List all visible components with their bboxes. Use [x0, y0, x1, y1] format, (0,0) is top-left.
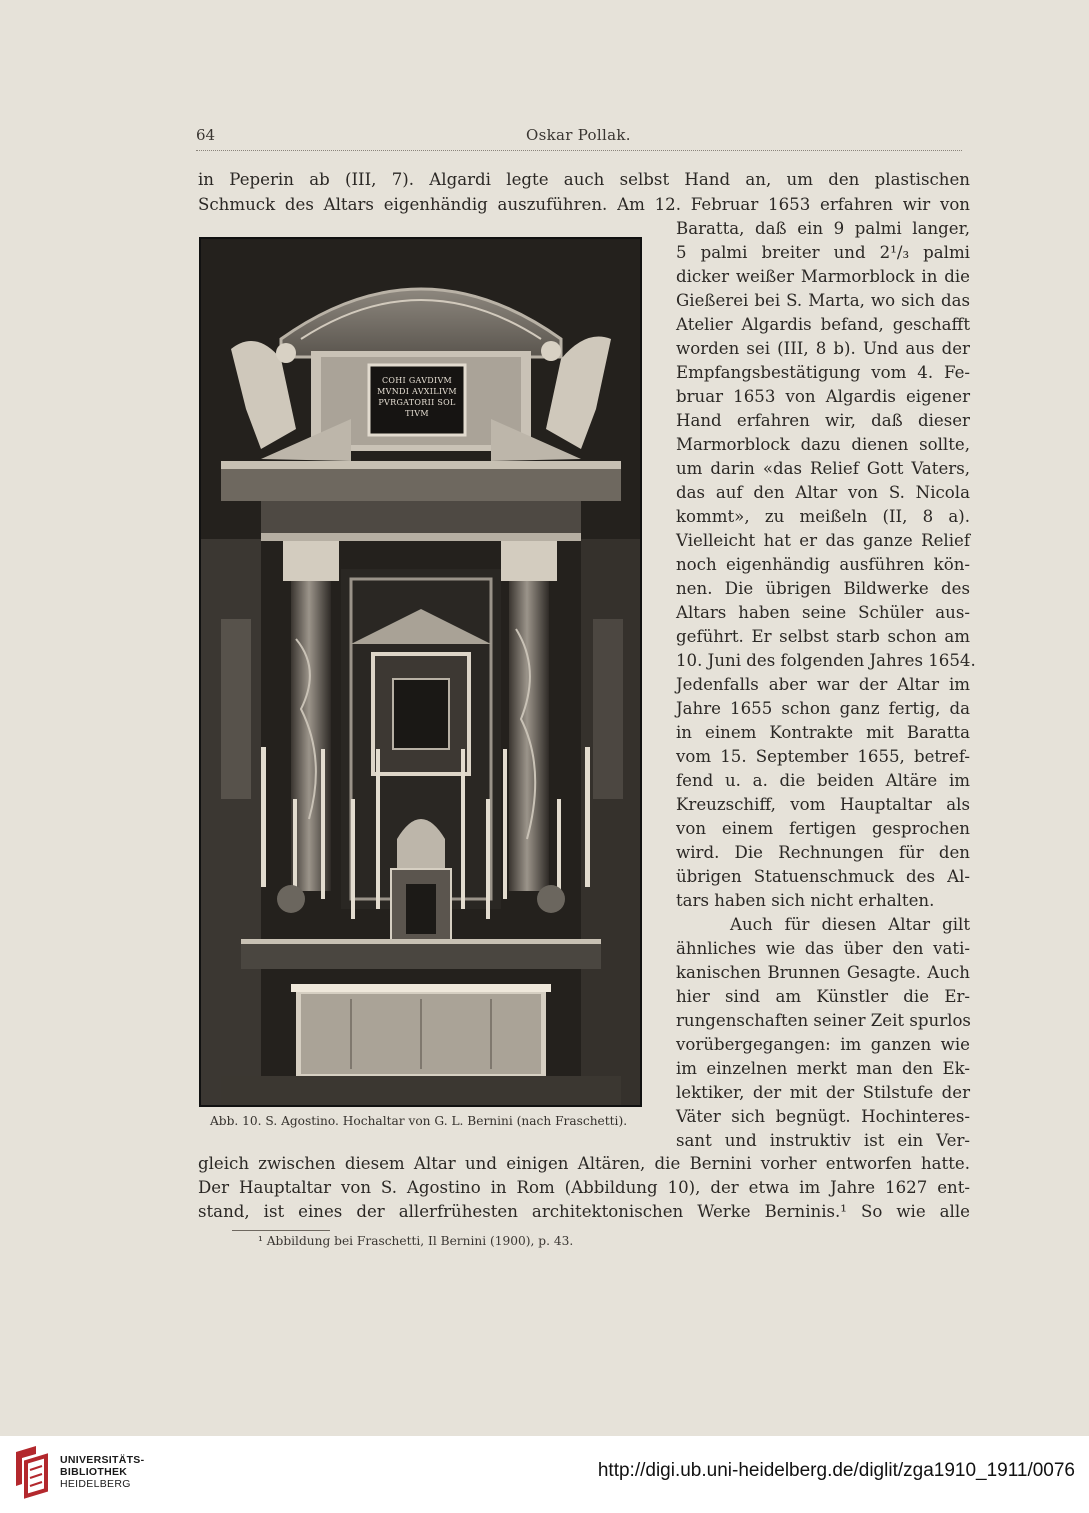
logo-line: BIBLIOTHEK [60, 1466, 128, 1478]
column-line: Gießerei bei S. Marta, wo sich das [676, 291, 970, 310]
column-line: Jahre 1655 schon ganz fertig, da [676, 699, 970, 718]
header-rule [196, 150, 962, 155]
column-line: Auch für diesen Altar gilt [730, 915, 970, 934]
logo-line: HEIDELBERG [60, 1478, 131, 1490]
inscription-line: PVRGATORII SOL [378, 398, 456, 407]
column-line: tars haben sich nicht erhalten. [676, 891, 935, 910]
column-line: Väter sich begnügt. Hochinteres- [676, 1107, 970, 1126]
library-logo-text [60, 1454, 144, 1490]
column-line: vorübergegangen: im ganzen wie [676, 1035, 970, 1054]
page-number: 64 [196, 126, 216, 144]
column-line: geführt. Er selbst starb schon am [676, 627, 970, 646]
logo-line: UNIVERSITÄTS- [60, 1454, 145, 1466]
column-line: rungenschaften seiner Zeit spurlos [676, 1011, 971, 1030]
column-line: um darin «das Relief Gott Vaters, [676, 459, 970, 478]
column-line: worden sei (III, 8 b). Und aus der [676, 339, 970, 358]
column-line: kommt», zu meißeln (II, 8 a). [676, 507, 970, 526]
body-line: Der Hauptaltar von S. Agostino in Rom (Abbildung 10), der etwa im Jahre 1627 ent- [198, 1178, 970, 1197]
column-line: Vielleicht hat er das ganze Relief [676, 531, 970, 550]
column-line: 5 palmi breiter und 2¹/₃ palmi [676, 243, 970, 262]
figure-caption: Abb. 10. S. Agostino. Hochaltar von G. L. Bernini (nach Fraschetti). [210, 1114, 628, 1128]
column-line: sant und instruktiv ist ein Ver- [676, 1131, 970, 1150]
body-line: gleich zwischen diesem Altar und einigen Altären, die Bernini vorher entworfen hatte. [198, 1154, 970, 1173]
column-line: im einzelnen merkt man den Ek- [676, 1059, 970, 1078]
column-line: das auf den Altar von S. Nicola [676, 483, 970, 502]
column-line: fend u. a. die beiden Altäre im [676, 771, 970, 790]
column-line: wird. Die Rechnungen für den [676, 843, 970, 862]
altar-photograph [199, 237, 642, 1107]
body-line: in Peperin ab (III, 7). Algardi legte auch selbst Hand an, um den plastischen [198, 170, 970, 189]
column-line: Hand erfahren wir, daß dieser [676, 411, 970, 430]
column-line: nen. Die übrigen Bildwerke des [676, 579, 970, 598]
column-line: lektiker, der mit der Stilstufe der [676, 1083, 970, 1102]
column-line: noch eigenhändig ausführen kön- [676, 555, 970, 574]
footnote-rule [232, 1230, 330, 1231]
body-line: stand, ist eines der allerfrühesten architektonischen Werke Berninis.¹ So wie alle [198, 1202, 970, 1221]
altar-inscription [369, 365, 465, 435]
column-line: dicker weißer Marmorblock in die [676, 267, 970, 286]
body-line: Schmuck des Altars eigenhändig auszuführen. Am 12. Februar 1653 erfahren wir von [198, 195, 970, 214]
inscription-line: MVNDI AVXILIVM [377, 387, 457, 396]
column-line: Marmorblock dazu dienen sollte, [676, 435, 970, 454]
running-header [196, 126, 962, 148]
column-line: Kreuzschiff, vom Hauptaltar als [676, 795, 970, 814]
permalink-url[interactable]: http://digi.ub.uni-heidelberg.de/diglit/zga1910_1911/0076 [597, 1460, 1075, 1481]
column-line: übrigen Statuenschmuck des Al- [676, 867, 970, 886]
column-line: Baratta, daß ein 9 palmi langer, [676, 219, 970, 238]
inscription-line: COHI GAVDIVM [381, 376, 453, 385]
column-line: Atelier Algardis befand, geschafft [676, 315, 970, 334]
library-logo-icon [12, 1444, 52, 1500]
column-line: in einem Kontrakte mit Baratta [676, 723, 970, 742]
column-line: vom 15. September 1655, betref- [676, 747, 970, 766]
column-line: bruar 1653 von Algardis eigener [676, 387, 970, 406]
running-author: Oskar Pollak. [526, 126, 631, 144]
inscription-line: TIVM [405, 409, 429, 418]
column-line: Empfangsbestätigung vom 4. Fe- [676, 363, 970, 382]
column-line: von einem fertigen gesprochen [676, 819, 970, 838]
column-line: Jedenfalls aber war der Altar im [676, 675, 970, 694]
column-line: kanischen Brunnen Gesagte. Auch [676, 963, 970, 982]
column-line: Altars haben seine Schüler aus- [676, 603, 970, 622]
footnote: ¹ Abbildung bei Fraschetti, Il Bernini (1900), p. 43. [258, 1234, 574, 1248]
column-line: ähnliches wie das über den vati- [676, 939, 970, 958]
column-line: 10. Juni des folgenden Jahres 1654. [676, 651, 976, 670]
column-line: hier sind am Künstler die Er- [676, 987, 970, 1006]
